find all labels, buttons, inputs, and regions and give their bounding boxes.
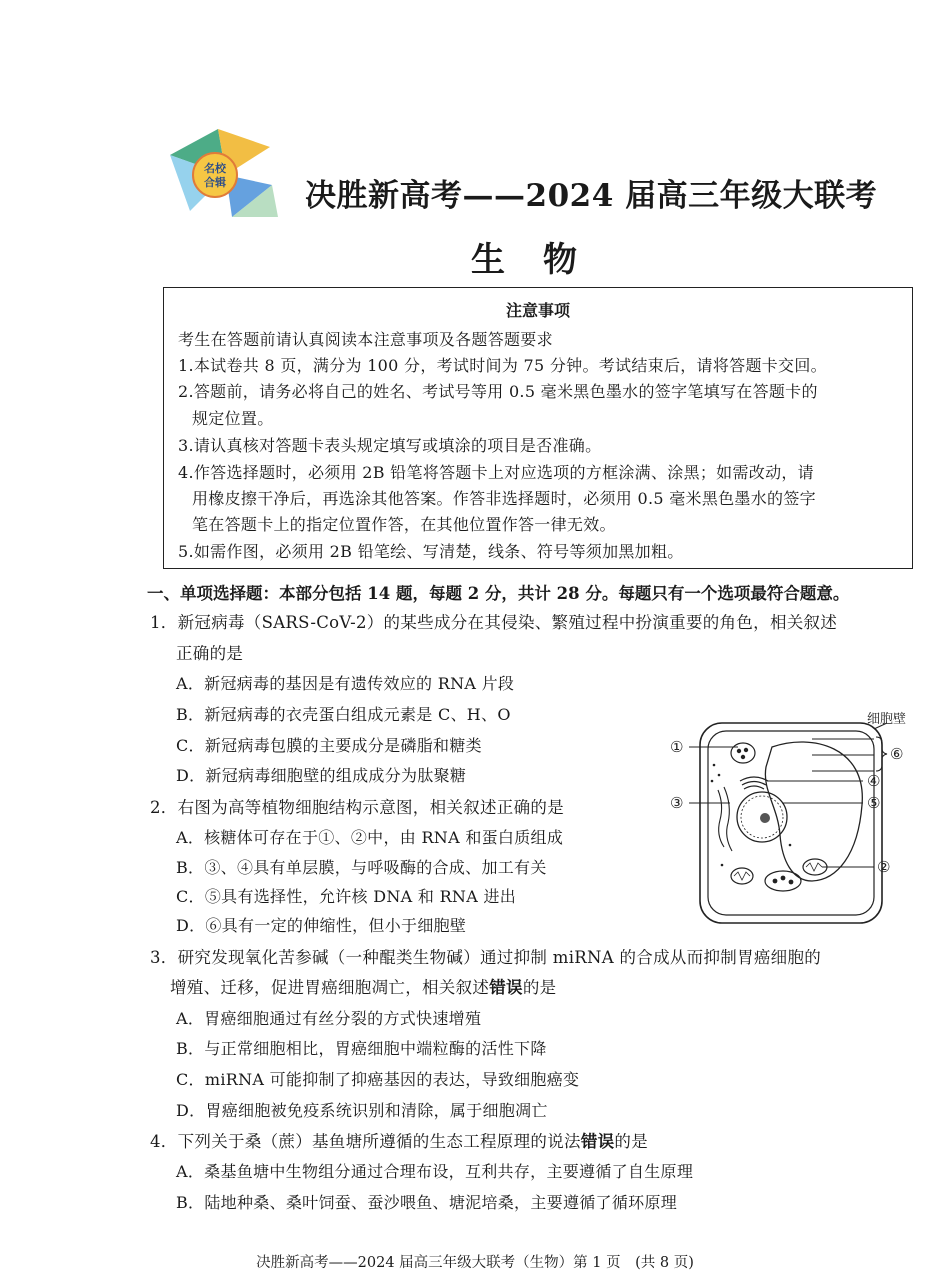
q3-option-d: D．胃癌细胞被免疫系统识别和清除，属于细胞凋亡 (176, 1101, 548, 1120)
marker-1: ① (670, 738, 684, 756)
school-logo (160, 125, 282, 223)
section-heading: 一、单项选择题：本部分包括 14 题，每题 2 分，共计 28 分。每题只有一个选项最符合题意。 (147, 584, 850, 603)
marker-3: ③ (670, 794, 684, 812)
cell-wall-label: 细胞壁 (867, 712, 907, 727)
q2-stem: 2．右图为高等植物细胞结构示意图，相关叙述正确的是 (150, 798, 564, 817)
notice-title: 注意事项 (505, 301, 570, 320)
q3-option-b: B．与正常细胞相比，胃癌细胞中端粒酶的活性下降 (176, 1039, 547, 1058)
q1-option-a: A．新冠病毒的基因是有遗传效应的 RNA 片段 (176, 674, 515, 693)
q1-stem-line2: 正确的是 (176, 644, 244, 663)
marker-2: ② (877, 858, 891, 876)
q2-option-d: D．⑥具有一定的伸缩性，但小于细胞壁 (176, 916, 467, 935)
marker-5: ⑤ (867, 794, 881, 812)
page-footer: 决胜新高考——2024 届高三年级大联考（生物）第 1 页 (共 8 页) (256, 1255, 694, 1271)
plant-cell-diagram (662, 695, 922, 933)
marker-4: ④ (867, 772, 881, 790)
notice-intro: 考生在答题前请认真阅读本注意事项及各题答题要求 (178, 330, 553, 349)
endoplasmic-reticulum (718, 787, 732, 851)
q1-stem-line1: 1．新冠病毒（SARS-CoV-2）的某些成分在其侵染、繁殖过程中扮演重要的角色，相关叙述 (150, 613, 838, 632)
nucleolus (760, 813, 770, 823)
notice-line-3: 3.请认真核对答题卡表头规定填写或填涂的项目是否准确。 (178, 436, 602, 455)
logo-text-1: 名校 (204, 162, 226, 175)
q3-stem-post: 的是 (522, 978, 557, 997)
logo-text-2: 合辑 (204, 176, 226, 189)
exam-title: 决胜新高考——2024 届高三年级大联考 (305, 178, 878, 214)
q4-stem-pre: 4．下列关于桑（蔗）基鱼塘所遵循的生态工程原理的说法 (150, 1132, 581, 1151)
q3-stem-line2 (170, 974, 556, 998)
q1-option-b: B．新冠病毒的衣壳蛋白组成元素是 C、H、O (176, 705, 511, 724)
vacuole (765, 742, 862, 881)
q2-option-a: A．核糖体可存在于①、②中，由 RNA 和蛋白质组成 (176, 828, 564, 847)
q2-option-b: B．③、④具有单层膜，与呼吸酶的合成、加工有关 (176, 858, 547, 877)
q3-stem-pre: 增殖、迁移，促进胃癌细胞凋亡，相关叙述 (170, 978, 490, 997)
q3-stem-line1: 3．研究发现氧化苦参碱（一种醌类生物碱）通过抑制 miRNA 的合成从而抑制胃癌细胞的 (150, 948, 822, 967)
q3-option-a: A．胃癌细胞通过有丝分裂的方式快速增殖 (176, 1009, 482, 1028)
q2-option-c: C．⑤具有选择性，允许核 DNA 和 RNA 进出 (176, 887, 517, 906)
subject-title: 生 物 (471, 240, 579, 280)
chloroplast-2 (765, 871, 801, 891)
marker-6: ⑥ (890, 745, 904, 763)
notice-line-2a: 2.答题前，请务必将自己的姓名、考试号等用 0.5 毫米黑色墨水的签字笔填写在答题卡的 (178, 382, 818, 401)
notice-line-1: 1.本试卷共 8 页，满分为 100 分，考试时间为 75 分钟。考试结束后，请将答题卡交回。 (178, 356, 827, 375)
q4-stem (150, 1128, 648, 1152)
q1-option-d: D．新冠病毒细胞壁的组成成分为肽聚糖 (176, 766, 467, 785)
q4-option-b: B．陆地种桑、桑叶饲蚕、蚕沙喂鱼、塘泥培桑，主要遵循了循环原理 (176, 1193, 678, 1212)
notice-line-4b: 用橡皮擦干净后，再选涂其他答案。作答非选择题时，必须用 0.5 毫米黑色墨水的签字 (192, 489, 816, 508)
golgi-apparatus (740, 777, 768, 789)
q4-stem-emphasis: 错误 (580, 1132, 615, 1151)
q3-option-c: C．miRNA 可能抑制了抑癌基因的表达，导致细胞癌变 (176, 1070, 580, 1089)
notice-line-4c: 笔在答题卡上的指定位置作答，在其他位置作答一律无效。 (192, 515, 616, 534)
q4-option-a: A．桑基鱼塘中生物组分通过合理布设，互利共存，主要遵循了自生原理 (176, 1162, 694, 1181)
q1-option-c: C．新冠病毒包膜的主要成分是磷脂和糖类 (176, 736, 482, 755)
chloroplast-1 (731, 743, 755, 763)
cell-wall-outer (700, 723, 882, 923)
notice-line-2b: 规定位置。 (192, 409, 274, 428)
notice-line-5: 5.如需作图，必须用 2B 铅笔绘、写清楚，线条、符号等须加黑加粗。 (178, 542, 684, 561)
notice-line-4a: 4.作答选择题时，必须用 2B 铅笔将答题卡上对应选项的方框涂满、涂黑；如需改动，请 (178, 463, 814, 482)
q4-stem-post: 的是 (614, 1132, 649, 1151)
q3-stem-emphasis: 错误 (489, 978, 523, 997)
